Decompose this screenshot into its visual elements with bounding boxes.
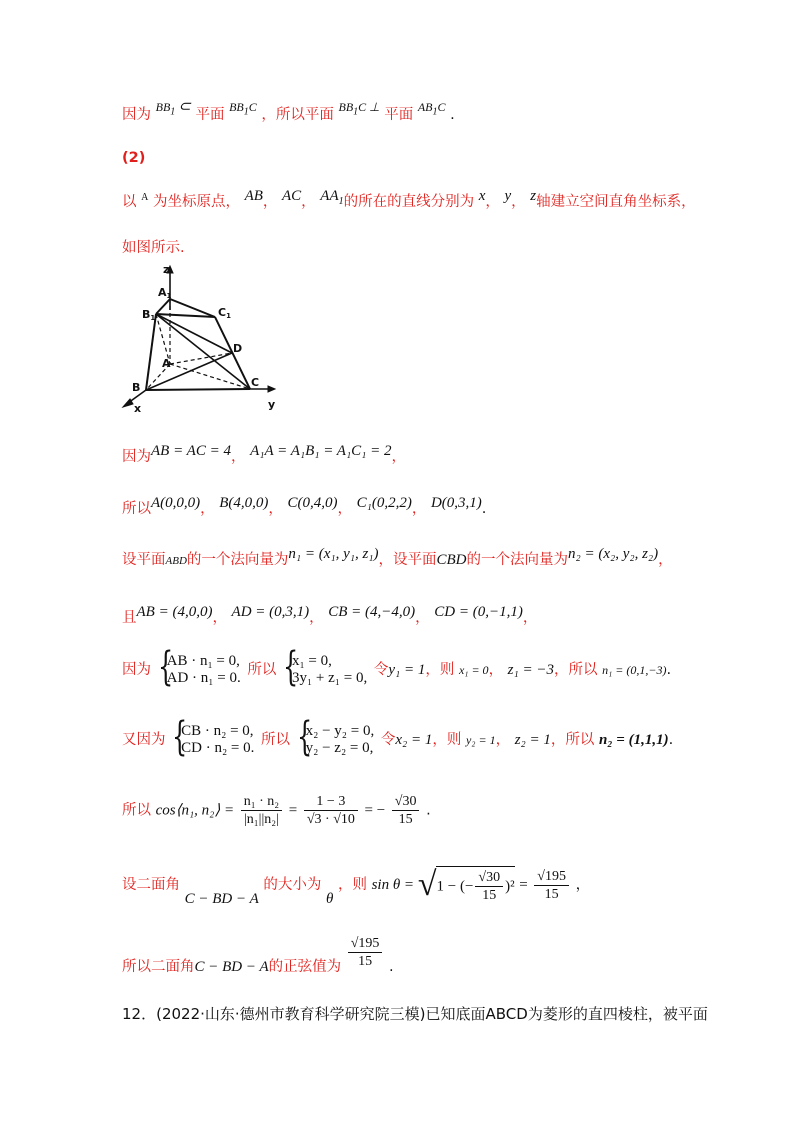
label-z: z [163,263,170,276]
line-8: 且AB = (4,0,0)， AD = (0,3,1)， CB = (4,−4,0)， CD = (0,−1,1)， [122,604,538,626]
label-a: A [162,357,171,370]
line-1: 因为 $^{BB_1 \subset}$ 平面 $^{BB_1C}$ ，所以平面 $^{BB_1C \perp}$ 平面 $^{AB_1C}$ . [122,99,455,123]
geometry-figure [118,258,288,418]
line-9: 因为 { AB · n₁ = 0, AD · n₁ = 0. 所以 { x₁ = 0, 3y₁ + z₁ = 0, 令y₁ = 1，则 x₁ = 0， z₁ = −3，所以 n₁ = (0,1,−3). [122,644,672,690]
label-y: y [268,398,276,411]
line-10: 又因为 { CB · n₂ = 0, CD · n₂ = 0. 所以 { x₂ − y₂ = 0, y₂ − z₂ = 0, 令x₂ = 1，则 y₂ = 1， z₂ = 1，所以 n₂ = (1,1,1). [122,714,674,760]
system-2: { x₁ = 0, 3y₁ + z₁ = 0, [282,644,368,690]
line-12: 设二面角 C − BD − A 的大小为 θ ，则 sin θ = √1 − (− $\frac{√30}{15}$ )² = $\frac{√195}{15}$ ， [122,866,591,907]
label-b: B [132,381,141,394]
next-question-header: 12．(2022·山东·德州市教育科学研究院三模)已知底面ABCD为菱形的直四棱柱，被平面 [122,1005,708,1023]
line-7: 设平面ABD的一个法向量为n₁ = (x₁, y₁, z₁)，设平面CBD的一个法向量为n₂ = (x₂, y₂, z₂)， [122,546,673,568]
label-d: D [233,342,243,355]
line-3: 以 $^A$ 为坐标原点， AB， AC， $AA_1$的所在的直线分别为 x， y， z轴建立空间直角坐标系， [122,188,696,210]
label-x: x [134,402,142,415]
line-11: 所以 cos⟨n₁, n₂⟩ = $\frac{\text{n₁ · n₂}}{\text{|n₁||n₂|}}$ = $\frac{1 - 3}{√3 \cdot √10}$ = − $\frac{√30}{15}$ . [122,794,431,827]
label-c1: C1 [218,306,231,320]
line-13: 所以二面角C − BD − A的正弦值为 $\frac{√195}{15}$ . [122,936,394,975]
system-4: { x₂ − y₂ = 0, y₂ − z₂ = 0, [296,714,375,760]
label-b1: B1 [142,308,156,322]
line-5: 因为AB = AC = 4， A₁A = A₁B₁ = A₁C₁ = 2， [122,443,407,465]
y-arrow [268,386,275,392]
line-4: 如图所示. [122,240,185,256]
part-2-label: (2) [122,150,146,166]
line-6: 所以A(0,0,0)， B(4,0,0)， C(0,4,0)， C₁(0,2,2)， D(0,3,1). [122,495,487,517]
system-3: { CB · n₂ = 0, CD · n₂ = 0. [172,714,255,760]
label-a1: A1 [158,286,172,300]
system-1: { AB · n₁ = 0, AD · n₁ = 0. [157,644,241,690]
label-c: C [251,376,260,389]
